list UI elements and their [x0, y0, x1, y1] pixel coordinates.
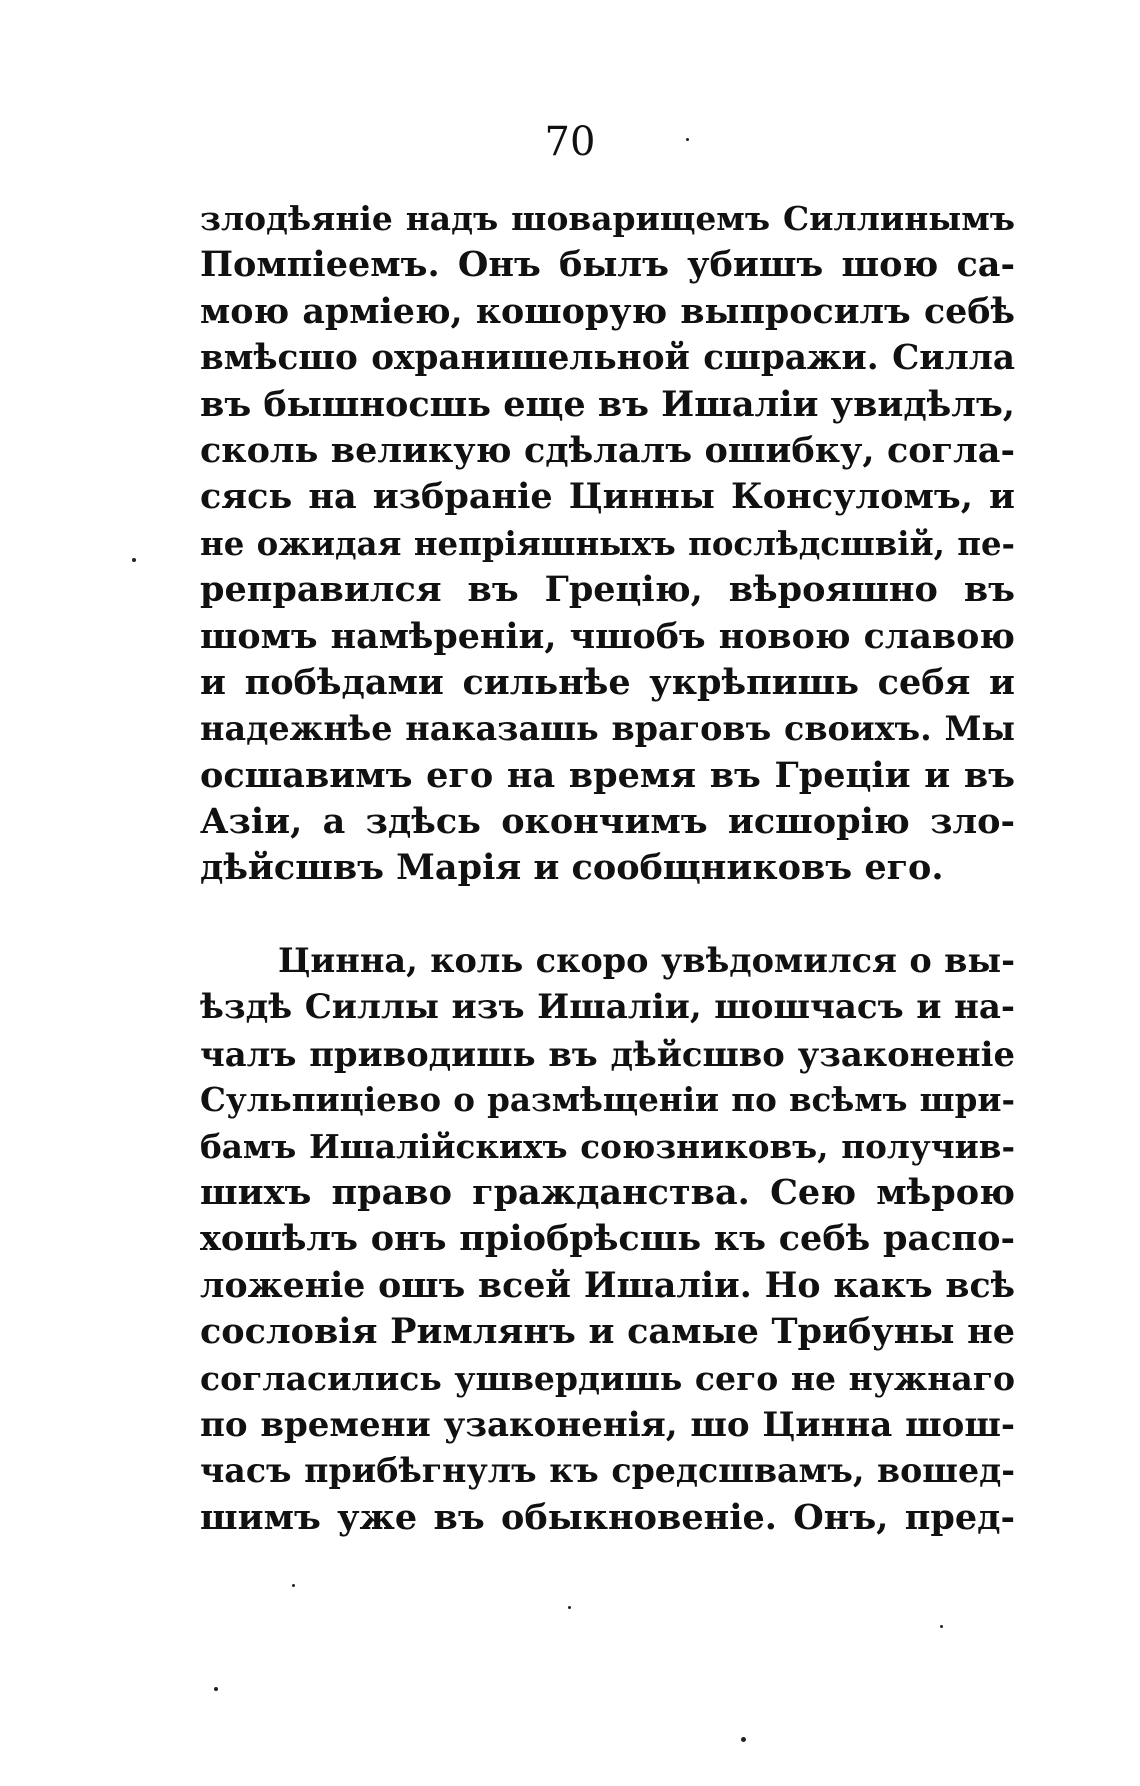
text-line: часъ прибѣгнулъ къ средсшвамъ, вошед- [200, 1451, 1015, 1491]
text-line: шимъ уже въ обыкновеніе. Онъ, пред- [200, 1496, 1015, 1538]
text-line: шомъ намѣреніи, чшобъ новою славою [200, 615, 1015, 657]
text-line: ложеніе ошъ всей Ишаліи. Но какъ всѣ [200, 1264, 1015, 1306]
scan-speck [686, 138, 689, 141]
scan-speck [214, 1687, 218, 1691]
text-line: въ бышносшь еще въ Ишаліи увидѣлъ, [200, 383, 1015, 425]
scan-speck [940, 1625, 943, 1628]
text-line: бамъ Ишалійскихъ союзниковъ, получив- [200, 1126, 1015, 1166]
scan-speck [292, 1584, 295, 1587]
text-line: Сульпиціево о размѣщеніи по всѣмъ шри- [200, 1080, 1015, 1120]
paragraph-1 [200, 196, 1015, 892]
text-line: чалъ приводишь въ дѣйсшво узаконеніе [200, 1033, 1015, 1074]
text-line: сколь великую сдѣлалъ ошибку, согла- [200, 429, 1015, 471]
text-line: Азіи, а здѣсь окончимъ исшорію зло- [200, 801, 1015, 843]
page-number: 70 [544, 119, 596, 165]
text-line: сословія Римлянъ и самые Трибуны не [200, 1311, 1015, 1353]
text-line: вмѣсшо охранишельной сшражи. Силла [200, 338, 1015, 379]
scan-speck [132, 558, 136, 562]
text-line: и побѣдами сильнѣе укрѣпишь себя и [200, 661, 1015, 703]
text-line: не ожидая непріяшныхъ послѣдсшвій, пе- [200, 524, 1015, 563]
text-line: осшавимъ его на время въ Греціи и въ [200, 754, 1015, 796]
text-line: ѣздѣ Силлы изъ Ишаліи, шошчасъ и на- [200, 987, 1015, 1028]
text-line: злодѣяніе надъ шоварищемъ Силлинымъ [200, 199, 1015, 238]
paragraph-2 [200, 938, 1015, 1541]
text-line: по времени узаконенія, шо Цинна шош- [200, 1404, 1015, 1445]
text-line: сясь на избраніе Цинны Консуломъ, и [200, 476, 1015, 518]
text-line: мою арміею, кошорую выпросилъ себѣ [200, 290, 1015, 332]
scan-speck [741, 1737, 746, 1742]
text-line: надежнѣе наказашь враговъ своихъ. Мы [200, 709, 1015, 749]
scan-speck [568, 1606, 571, 1609]
text-line: реправился въ Грецію, вѣрояшно въ [200, 569, 1015, 611]
text-line: дѣйсшвъ Марія и сообщниковъ его. [200, 847, 944, 889]
text-line: согласились ушвердишь сего не нужнаго [200, 1358, 1015, 1398]
text-line: шихъ право гражданства. Сею мѣрою [200, 1171, 1015, 1213]
text-line: хошѣлъ онъ пріобрѣсшь къ себѣ распо- [200, 1218, 1015, 1260]
text-line: Помпіеемъ. Онъ былъ убишъ шою са- [200, 244, 1015, 286]
text-line: Цинна, коль скоро увѣдомился о вы- [278, 941, 1015, 980]
